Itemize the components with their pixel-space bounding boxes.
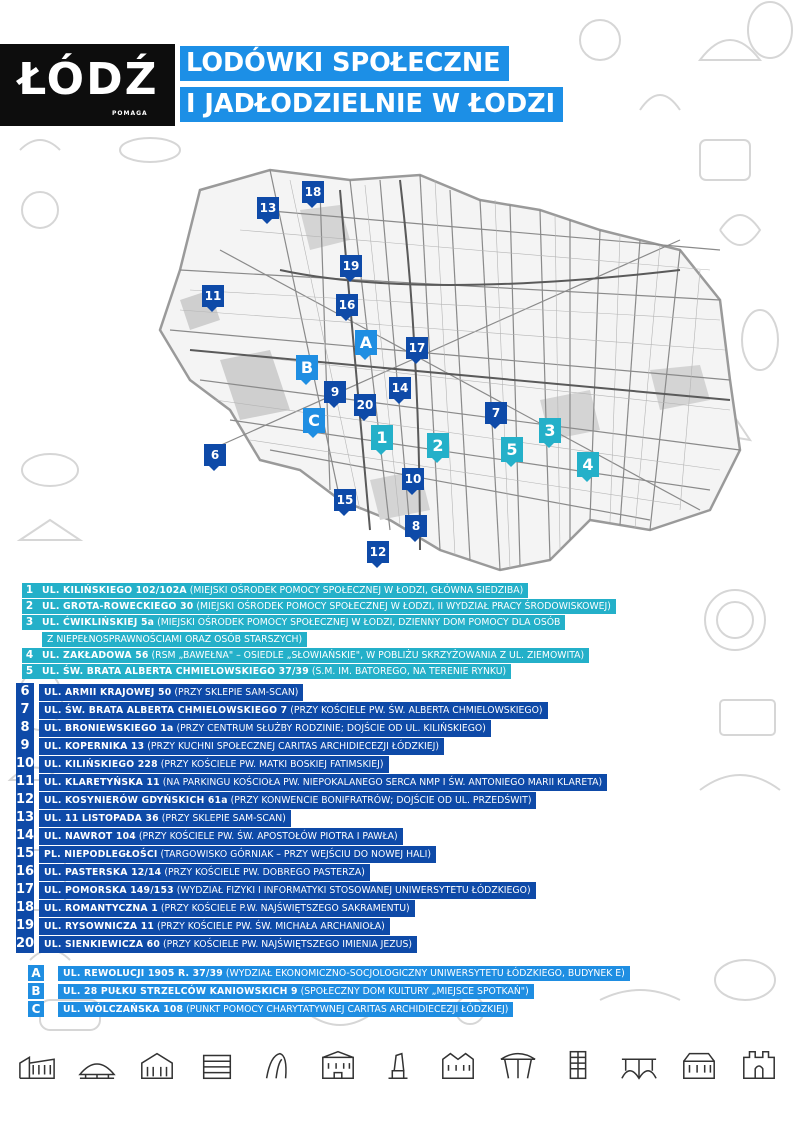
map-marker-8[interactable]: 8 [405,515,427,537]
map-marker-20[interactable]: 20 [354,394,376,416]
legend-text [39,810,291,827]
legend-number: 3 [22,615,37,630]
page-title-line2: I JADŁODZIELNIE W ŁODZI [180,87,563,122]
legend-number: 14 [16,828,35,843]
legend-row-3 [22,615,792,630]
legend-row-10 [16,755,786,773]
legend-row-19 [16,917,786,935]
legend-street: UL. REWOLUCJI 1905 R. 37/39 [63,967,223,979]
legend-row-18 [16,899,786,917]
legend-street: UL. POMORSKA 149/153 [44,884,174,896]
legend-street: UL. 28 PUŁKU STRZELCÓW KANIOWSKICH 9 [63,985,298,997]
legend-street: UL. NAWROT 104 [44,830,136,842]
legend-desc: (MIEJSKI OŚRODEK POMOCY SPOŁECZNEJ W ŁODZI, DZIENNY DOM POMOCY DLA OSÓB [157,617,561,629]
legend-desc: (PRZY SKLEPIE SAM-SCAN) [161,812,286,824]
legend-number: 18 [16,900,35,915]
legend-row-17 [16,881,786,899]
legend-desc: (PRZY KONWENCIE BONIFRATRÓW; DOJŚCIE OD UL. PRZEDŚWIT) [230,794,532,806]
legend-street: UL. ŚW. BRATA ALBERTA CHMIELOWSKIEGO 37/39 [42,665,309,677]
legend-letter: B [28,983,44,999]
legend-number: 4 [22,648,37,663]
legend-text [37,664,511,679]
building-icon [198,1046,236,1084]
legend-text [39,720,491,737]
legend-row-14 [16,827,786,845]
legend-text [37,615,565,630]
map-marker-11[interactable]: 11 [202,285,224,307]
map-marker-A[interactable]: A [355,330,377,355]
legend-number: 15 [16,846,35,861]
legend-row-6 [16,683,786,701]
city-map [120,150,760,590]
legend-row-11 [16,773,786,791]
map-marker-4[interactable]: 4 [577,452,599,477]
legend-number: 20 [16,936,35,951]
legend-row-9 [16,737,786,755]
map-marker-12[interactable]: 12 [367,541,389,563]
legend-row-13 [16,809,786,827]
legend-desc: (PRZY KOŚCIELE PW. ŚW. MICHAŁA ARCHANIOŁA) [157,920,385,932]
legend-desc: (TARGOWISKO GÓRNIAK – PRZY WEJŚCIU DO NOWEJ HALI) [160,848,431,860]
legend-text [37,648,589,663]
legend-desc: (NA PARKINGU KOŚCIOŁA PW. NIEPOKALANEGO SERCA NMP I ŚW. ANTONIEGO MARII KLARETA) [162,776,603,788]
legend-number: 5 [22,664,37,679]
legend-desc: (PRZY KOŚCIELE PW. ŚW. APOSTOŁÓW PIOTRA I PAWŁA) [138,830,398,842]
legend-desc: (MIEJSKI OŚRODEK POMOCY SPOŁECZNEJ W ŁODZI, II WYDZIAŁ PRACY ŚRODOWISKOWEJ) [196,601,611,613]
legend-number: 17 [16,882,35,897]
pavilion-icon [499,1046,537,1084]
legend-row-A [28,965,794,981]
map-marker-6[interactable]: 6 [204,444,226,466]
legend-street: UL. PASTERSKA 12/14 [44,866,162,878]
legend-letter: C [28,1001,44,1017]
map-marker-16[interactable]: 16 [336,294,358,316]
legend-number: 10 [16,756,35,771]
legend-desc: (WYDZIAŁ EKONOMICZNO-SOCJOLOGICZNY UNIWERSYTETU ŁÓDZKIEGO, BUDYNEK E) [225,967,625,979]
legend-street: UL. BRONIEWSKIEGO 1a [44,722,174,734]
legend-desc: (PRZY KOŚCIELE P.W. NAJŚWIĘTSZEGO SAKRAMENTU) [160,902,410,914]
legend-text [39,900,415,917]
legend-street: UL. KILIŃSKIEGO 102/102A [42,585,187,596]
legend-text [39,738,444,755]
legend-teal [22,583,792,680]
legend-street: PL. NIEPODLEGŁOŚCI [44,848,158,860]
legend-row-8 [16,719,786,737]
legend-row-16 [16,863,786,881]
legend-text [39,936,417,953]
landmark-icons-row [18,1046,778,1086]
legend-desc: (RSM „BAWEŁNA" – OSIEDLE „SŁOWIAŃSKIE", W POBLIŻU SKRZYŻOWANIA Z UL. ZIEMOWITA) [151,649,585,661]
legend-text [39,774,607,791]
tenement-icon [319,1046,357,1084]
map-marker-10[interactable]: 10 [402,468,424,490]
arena-icon [78,1046,116,1084]
legend-desc: (PRZY SKLEPIE SAM-SCAN) [174,686,299,698]
legend-text [39,792,536,809]
legend-desc: (PUNKT POMOCY CHARYTATYWNEJ CARITAS ARCHIDIECEZJI ŁÓDZKIEJ) [186,1003,509,1015]
legend-number: 12 [16,792,35,807]
legend-text [39,882,536,899]
castle-icon [740,1046,778,1084]
legend-street: UL. KOPERNIKA 13 [44,740,145,752]
logo-text: ŁÓDŹ [18,54,159,105]
legend-street: UL. KLARETYŃSKA 11 [44,776,160,788]
map-marker-B[interactable]: B [296,355,318,380]
legend-street: UL. RYSOWNICZA 11 [44,920,155,932]
legend-row-3-cont [22,632,792,647]
map-marker-13[interactable]: 13 [257,197,279,219]
legend-text [37,599,616,614]
legend-street: UL. KOSYNIERÓW GDYŃSKICH 61a [44,794,228,806]
legend-text [58,984,534,999]
factory-icon [18,1046,56,1084]
legend-text [39,828,403,845]
legend-row-1 [22,583,792,598]
map-marker-19[interactable]: 19 [340,255,362,277]
legend-row-7 [16,701,786,719]
legend-number: 6 [16,683,34,701]
logo-subtext: POMAGA [112,110,148,117]
legend-street: UL. ŚW. BRATA ALBERTA CHMIELOWSKIEGO 7 [44,704,288,716]
map-districts [160,170,740,570]
map-marker-15[interactable]: 15 [334,489,356,511]
map-marker-3[interactable]: 3 [539,418,561,443]
legend-desc: (MIEJSKI OŚRODEK POMOCY SPOŁECZNEJ W ŁODZI, GŁÓWNA SIEDZIBA) [189,585,524,596]
legend-text [39,684,303,701]
lodz-logo [0,44,175,126]
villa-icon [680,1046,718,1084]
legend-number: 2 [22,599,37,614]
legend-desc-continued: Z NIEPEŁNOSPRAWNOŚCIAMI ORAZ OSÓB STARSZYCH) [42,632,307,647]
legend-street: UL. ROMANTYCZNA 1 [44,902,158,914]
legend-dark [16,683,786,953]
legend-row-5 [22,664,792,679]
map-marker-5[interactable]: 5 [501,437,523,462]
legend-street: UL. SIENKIEWICZA 60 [44,938,160,950]
legend-desc: (SPOŁECZNY DOM KULTURY „MIEJSCE SPOTKAŃ") [300,985,529,997]
legend-street: UL. ARMII KRAJOWEJ 50 [44,686,172,698]
map-marker-1[interactable]: 1 [371,425,393,450]
legend-desc: (PRZY KOŚCIELE PW. ŚW. ALBERTA CHMIELOWSKIEGO) [290,704,543,716]
legend-number: 19 [16,918,35,933]
map-marker-17[interactable]: 17 [406,337,428,359]
legend-street: UL. WÓLCZAŃSKA 108 [63,1003,184,1015]
statue-icon [379,1046,417,1084]
legend-number: 1 [22,583,37,598]
map-marker-7[interactable]: 7 [485,402,507,424]
legend-desc: (PRZY CENTRUM SŁUŻBY RODZINIE; DOJŚCIE OD UL. KILIŃSKIEGO) [176,722,486,734]
townhouse-icon [439,1046,477,1084]
legend-text [58,1002,513,1017]
map-marker-14[interactable]: 14 [389,377,411,399]
legend-street: UL. KILIŃSKIEGO 228 [44,758,158,770]
legend-row-C [28,1001,794,1017]
legend-desc: (PRZY KOŚCIELE PW. NAJŚWIĘTSZEGO IMIENIA JEZUS) [162,938,413,950]
sculpture-icon [259,1046,297,1084]
legend-street: UL. 11 LISTOPADA 36 [44,812,159,824]
legend-row-15 [16,845,786,863]
legend-row-B [28,983,794,999]
legend-text [39,756,389,773]
legend-row-2 [22,599,792,614]
legend-number: 9 [16,737,34,755]
legend-street: UL. GROTA-ROWECKIEGO 30 [42,601,194,613]
legend-number: 8 [16,719,34,737]
palace-icon [138,1046,176,1084]
legend-text [39,918,390,935]
legend-row-4 [22,648,792,663]
legend-number: 7 [16,701,34,719]
legend-desc: (PRZY KOŚCIELE PW. MATKI BOSKIEJ FATIMSKIEJ) [160,758,384,770]
map-marker-2[interactable]: 2 [427,433,449,458]
legend-text [39,846,436,863]
legend-text [58,966,630,981]
legend-desc: (PRZY KUCHNI SPOŁECZNEJ CARITAS ARCHIDIECEZJI ŁÓDZKIEJ) [147,740,439,752]
tower-icon [559,1046,597,1084]
legend-desc: (WYDZIAŁ FIZYKI I INFORMATYKI STOSOWANEJ UNIWERSYTETU ŁÓDZKIEGO) [176,884,531,896]
legend-letter: A [28,965,44,981]
legend-number: 11 [16,774,35,789]
legend-street: UL. ĆWIKLIŃSKIEJ 5a [42,617,155,629]
legend-text [39,864,370,881]
page-title-line1: LODÓWKI SPOŁECZNE [180,46,509,81]
legend-street: UL. ZAKŁADOWA 56 [42,649,149,661]
map-marker-C[interactable]: C [303,408,325,433]
legend-light [28,965,794,1018]
map-marker-18[interactable]: 18 [302,181,324,203]
legend-desc: (S.M. IM. BATOREGO, NA TERENIE RYNKU) [311,665,507,677]
legend-number: 13 [16,810,35,825]
legend-number: 16 [16,864,35,879]
legend-row-12 [16,791,786,809]
bridge-icon [620,1046,658,1084]
legend-text [37,583,528,598]
legend-desc: (PRZY KOŚCIELE PW. DOBREGO PASTERZA) [164,866,365,878]
legend-row-20 [16,935,786,953]
legend-text [39,702,548,719]
map-marker-9[interactable]: 9 [324,381,346,403]
